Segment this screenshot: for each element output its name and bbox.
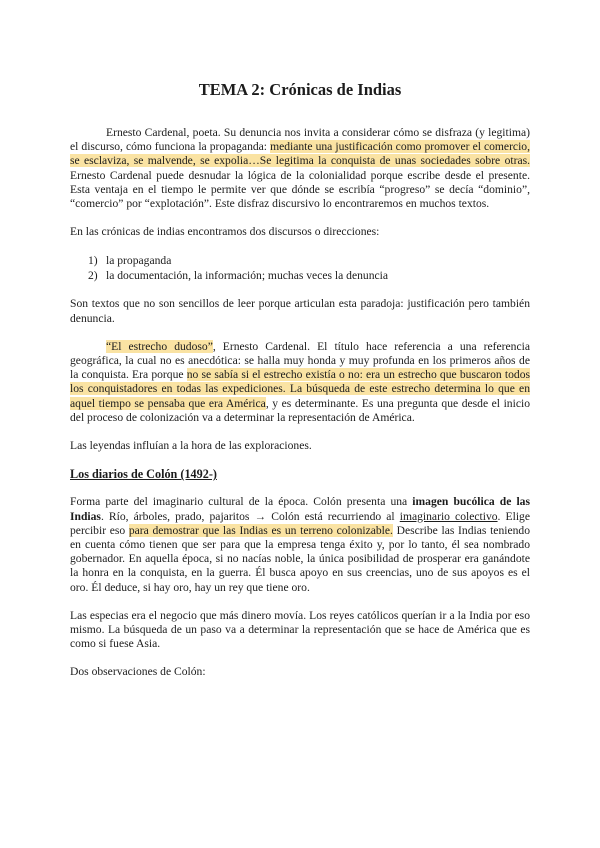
numbered-list [70, 253, 530, 283]
highlight-text: no se sabía si el estrecho existía o no: era un estrecho que buscaron todos los conquistadores en todas las expediciones. La búsqueda de este estrecho determina lo que en aquel tiempo se pensaba que era América [70, 368, 531, 410]
document-title: TEMA 2: Crónicas de Indias [198, 80, 402, 99]
text-run: la documentación, la información; muchas veces la denuncia [106, 269, 389, 283]
section-heading [70, 467, 530, 481]
list-item-text [106, 253, 530, 268]
text-run: Las leyendas influían a la hora de las exploraciones. [70, 439, 312, 453]
paragraph [70, 495, 530, 594]
text-run: , Ernesto Cardenal. El título hace referencia a una referencia geográfica, la cual no es anecdótica: se halla muy honda y muy profunda en los primeros años de la conquista. Era porque [70, 339, 530, 382]
text-run: Ernesto Cardenal puede desnudar la lógica de la colonialidad porque escribe desde el presente. Esta ventaja en el tiempo le permite ver que dónde se escribía “progreso” se decía “dominio”, “comercio” por “explotación”. Este disfraz discursivo lo encontraremos en muchos textos. [70, 168, 530, 211]
text-run: Describe las Indias teniendo en cuenta cómo tienen que ser para que la empresa tenga éxito y, por lo tanto, él sea nombrado gobernador. En aquella época, si no nacías noble, la única posibilidad de prosperar era ganándote la honra en la conquista, en la guerra. Él busca apoyo en sus creencias, uno de sus apoyos es el oro. Él deduce, si hay oro, hay un rey que tiene oro. [70, 523, 530, 594]
highlight-text: para demostrar que las Indias es un terreno colonizable. [128, 523, 393, 537]
text-run: Forma parte del imaginario cultural de la época. Colón presenta una [70, 495, 413, 509]
text-run: . Elige percibir eso [70, 509, 531, 537]
text-run: Las especias era el negocio que más dinero movía. Los reyes católicos querían ir a la India por eso mismo. La búsqueda de un paso va a determinar la representación que se hace de América que es como si fuese Asia. [70, 608, 530, 651]
text-run: En las crónicas de indias encontramos dos discursos o direcciones: [70, 225, 380, 239]
text-run: Son textos que no son sencillos de leer porque articulan esta paradoja: justificación pero también denuncia. [70, 297, 530, 325]
highlight-text: mediante una justificación como promover el comercio, se esclaviza, se malvende, se expolia…Se legitima la conquista de unas sociedades sobre otras. [70, 140, 530, 168]
paragraph [70, 297, 530, 325]
paragraph [70, 439, 530, 453]
text-run: Ernesto Cardenal, poeta. Su denuncia nos invita a considerar cómo se disfraza (y legitima) el discurso, cómo funciona la propaganda: [70, 126, 530, 154]
list-item [70, 268, 530, 283]
text-run: , y es determinante. Es una pregunta que desde el inicio del proceso de colonización va a determinar la representación de América. [70, 396, 530, 424]
text-run: . Río, árboles, prado, pajaritos → Colón está recurriendo al [100, 509, 400, 523]
underline-text: imaginario colectivo [399, 509, 498, 523]
document-body [70, 126, 530, 680]
list-item-text [106, 268, 530, 283]
paragraph [70, 126, 530, 211]
text-run: Los diarios de Colón (1492-) [70, 467, 217, 482]
list-marker: 2) [88, 269, 98, 283]
list-marker: 1) [88, 254, 98, 268]
paragraph [70, 340, 530, 425]
text-run: la propaganda [106, 254, 172, 268]
bold-text: imagen bucólica de las Indias [70, 495, 530, 523]
text-run: Dos observaciones de Colón: [70, 665, 206, 679]
paragraph [70, 665, 530, 679]
highlight-text: “El estrecho dudoso” [106, 339, 213, 353]
paragraph [70, 609, 530, 652]
list-item [70, 253, 530, 268]
paragraph [70, 225, 530, 239]
